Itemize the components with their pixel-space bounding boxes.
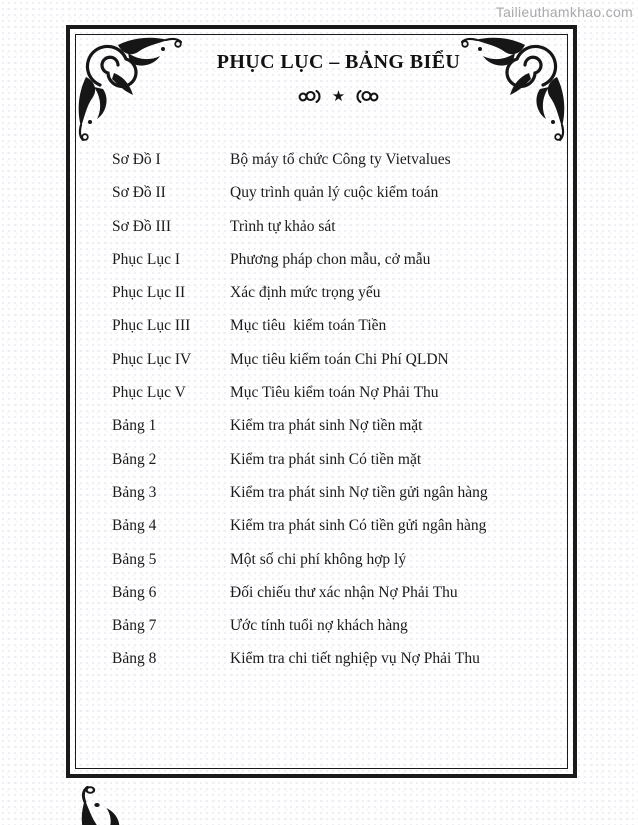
divider-star: ★ (331, 86, 346, 105)
appendix-entry-label: Phục Lục III (112, 317, 191, 335)
appendix-entry-label: Bảng 1 (112, 417, 157, 435)
appendix-entry-description: Kiểm tra phát sinh Nợ tiền gửi ngân hàng (230, 483, 488, 501)
appendix-entry-label: Bảng 5 (112, 550, 157, 568)
appendix-entry-description: Đối chiếu thư xác nhận Nợ Phải Thu (230, 583, 458, 601)
appendix-entry-description: Kiểm tra phát sinh Nợ tiền mặt (230, 417, 423, 435)
corner-flourish-bottom-right (573, 774, 638, 825)
appendix-entry-label: Sơ Đồ III (112, 217, 171, 235)
appendix-entry-label: Phục Lục II (112, 284, 186, 302)
decorative-border-frame (66, 25, 577, 778)
appendix-entry-description: Mục Tiêu kiểm toán Nợ Phải Thu (230, 384, 439, 402)
appendix-entry-row (112, 583, 555, 602)
appendix-entry-label: Phục Lục IV (112, 350, 192, 368)
appendix-entry-row (112, 250, 555, 269)
appendix-entry-label: Bảng 8 (112, 650, 157, 668)
appendix-entry-label: Sơ Đồ I (112, 151, 161, 168)
appendix-entry-row (112, 350, 555, 369)
title-divider-ornament (87, 87, 590, 105)
appendix-entry-description: Kiểm tra phát sinh Có tiền gửi ngân hàng (230, 517, 487, 535)
appendix-entry-description: Xác định mức trọng yếu (230, 284, 381, 302)
appendix-entry-row (112, 183, 555, 202)
appendix-entry-label: Phục Lục V (112, 384, 186, 402)
appendix-entry-row (112, 217, 555, 236)
appendix-entry-label: Bảng 6 (112, 583, 157, 601)
appendix-entry-label: Bảng 2 (112, 450, 157, 468)
appendix-list (112, 150, 555, 683)
appendix-entry-label: Phục Lục I (112, 250, 181, 268)
appendix-entry-row (112, 616, 555, 635)
appendix-entry-description: Kiểm tra phát sinh Có tiền mặt (230, 450, 422, 468)
appendix-entry-label: Bảng 7 (112, 617, 157, 635)
appendix-entry-label: Bảng 3 (112, 483, 157, 501)
page-title: PHỤC LỤC – BẢNG BIỂU (216, 51, 461, 73)
appendix-entry-description: Quy trình quản lý cuộc kiểm toán (230, 184, 439, 202)
appendix-entry-description: Trình tự khảo sát (230, 217, 336, 235)
appendix-entry-description: Mục tiêu kiểm toán Chi Phí QLDN (230, 350, 449, 368)
watermark: Tailieuthamkhao.com (495, 4, 633, 20)
appendix-entry-row (112, 416, 555, 435)
corner-flourish-bottom-left (70, 774, 221, 825)
appendix-entry-row (112, 550, 555, 569)
floral-ornament-icon (70, 774, 221, 825)
appendix-entry-row (112, 383, 555, 402)
appendix-entry-row (112, 450, 555, 469)
appendix-entry-row (112, 483, 555, 502)
appendix-entry-row (112, 283, 555, 302)
appendix-entry-row (112, 649, 555, 668)
appendix-entry-row (112, 150, 555, 169)
divider-curl-left-icon (297, 87, 323, 105)
appendix-entry-label: Sơ Đồ II (112, 184, 166, 202)
divider-curl-right-icon (354, 87, 380, 105)
floral-ornament-icon (573, 774, 638, 825)
appendix-entry-description: Kiểm tra chi tiết nghiệp vụ Nợ Phải Thu (230, 650, 480, 668)
appendix-entry-description: Phương pháp chon mẫu, cở mẫu (230, 250, 431, 268)
appendix-entry-description: Một số chi phí không hợp lý (230, 550, 407, 568)
appendix-entry-description: Ước tính tuổi nợ khách hàng (230, 617, 408, 635)
appendix-entry-description: Mục tiêu kiểm toán Tiền (230, 317, 387, 335)
appendix-entry-row (112, 316, 555, 335)
appendix-entry-label: Bảng 4 (112, 517, 157, 535)
appendix-entry-description: Bộ máy tổ chức Công ty Vietvalues (230, 151, 451, 168)
appendix-entry-row (112, 516, 555, 535)
